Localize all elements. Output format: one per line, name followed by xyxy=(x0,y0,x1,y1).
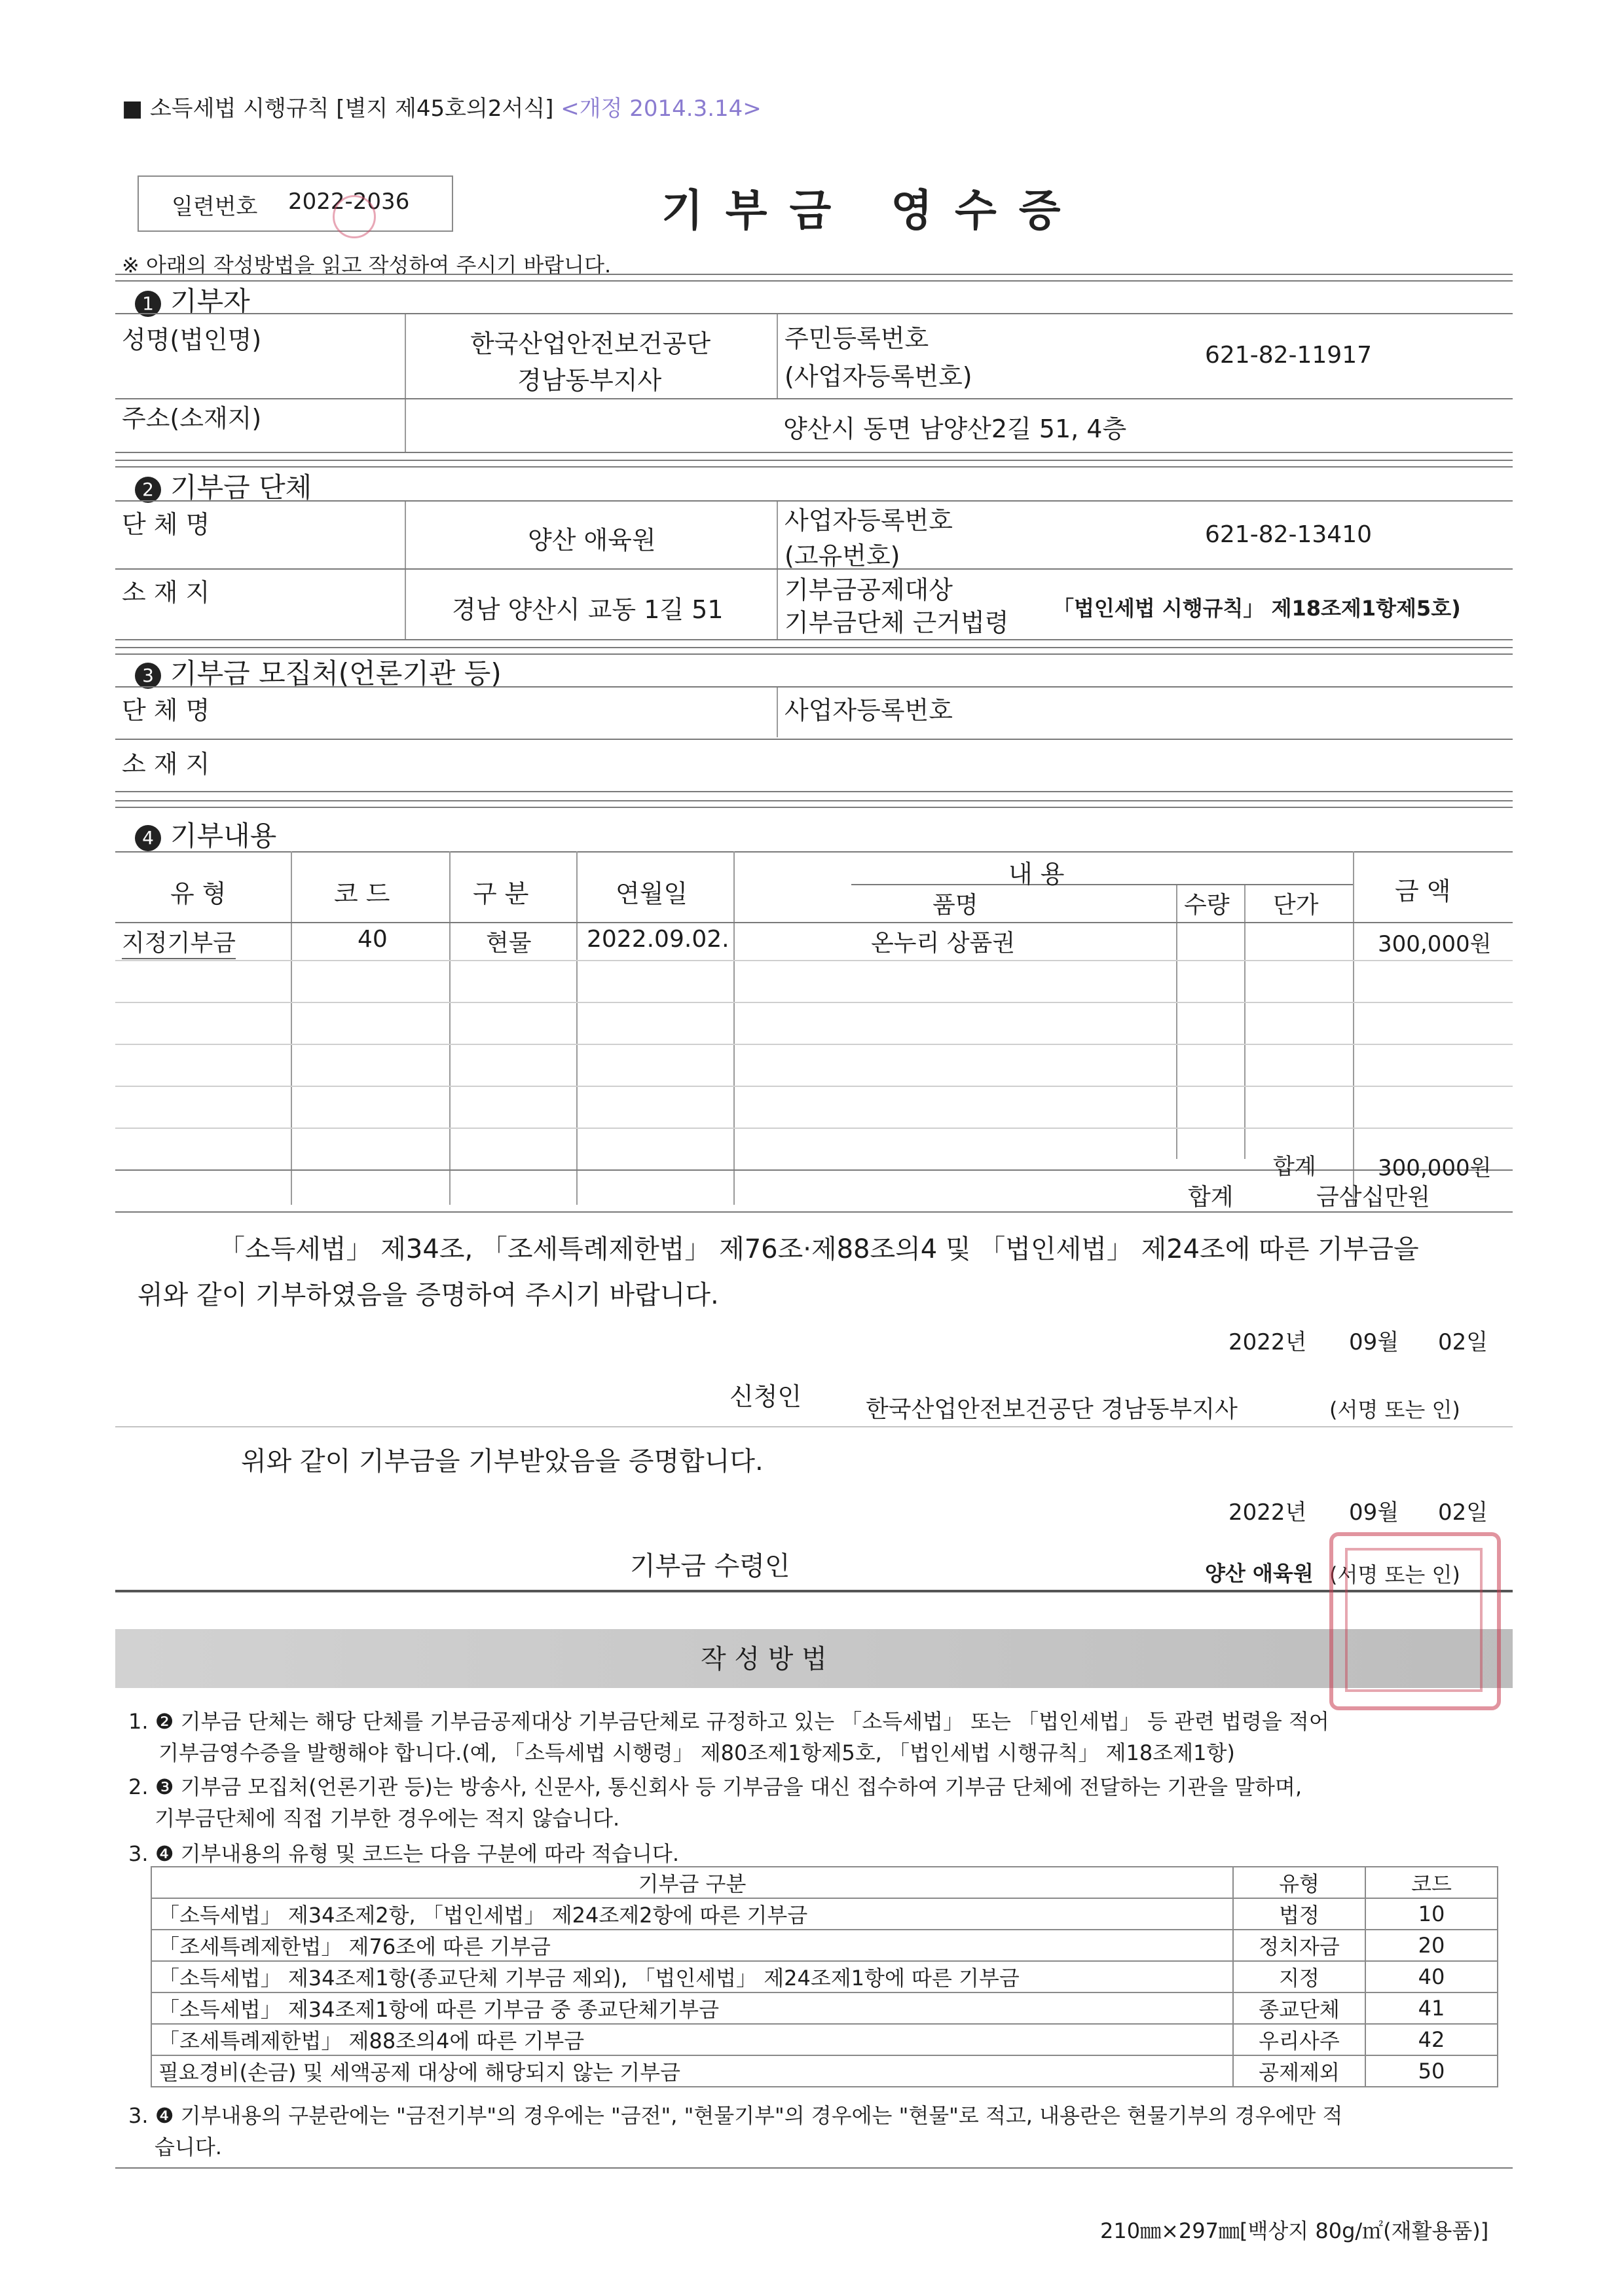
donor-id-label-1: 주민등록번호 xyxy=(784,324,929,353)
col-divider xyxy=(405,502,406,639)
org-law-label-2: 기부금단체 근거법령 xyxy=(784,608,1009,637)
table-row xyxy=(151,1961,1498,1992)
certify-text-2: 위와 같이 기부하였음을 증명하여 주시기 바랍니다. xyxy=(138,1280,719,1310)
org-name-label: 단 체 명 xyxy=(122,510,210,539)
total-korean: 금삼십만원 xyxy=(1316,1184,1430,1211)
rule xyxy=(115,639,1513,640)
table-cell-code: 41 xyxy=(1365,1992,1498,2024)
method-item2-a: 2. ❸ 기부금 모집처(언론기관 등)는 방송사, 신문사, 통신회사 등 기부금을 대신 접수하여 기부금 단체에 전달하는 기관을 말하며, xyxy=(128,1774,1302,1799)
table-row xyxy=(151,1898,1498,1930)
rule xyxy=(115,452,1513,453)
rule xyxy=(115,1426,1513,1427)
small-seal-mark xyxy=(333,195,376,238)
table-cell-category: 「소득세법」 제34조제1항에 따른 기부금 중 종교단체기부금 xyxy=(151,1992,1233,2024)
total-value: 300,000원 xyxy=(1378,1155,1492,1181)
collector-biz-label: 사업자등록번호 xyxy=(784,696,953,725)
rule xyxy=(115,1044,1513,1045)
col-divider xyxy=(291,851,292,1205)
col-date-header: 연월일 xyxy=(616,879,688,908)
donor-name-label: 성명(법인명) xyxy=(122,325,262,354)
row-amount: 300,000원 xyxy=(1378,931,1492,957)
recipient-label: 기부금 수령인 xyxy=(630,1551,790,1581)
col-divider xyxy=(777,502,778,639)
method-item4-a: 3. ❹ 기부내용의 구분란에는 "금전기부"의 경우에는 "금전", "현물기부"의 경우에는 "현물"로 적고, 내용란은 현물기부의 경우에만 적 xyxy=(128,2103,1343,2128)
table-cell-code: 10 xyxy=(1365,1898,1498,1930)
org-biz-label-2: (고유번호) xyxy=(784,542,900,570)
serial-label: 일련번호 xyxy=(172,194,258,220)
code-table xyxy=(151,1866,1498,2087)
section2-top-rule xyxy=(115,460,1513,468)
org-location-label: 소 재 지 xyxy=(122,578,210,607)
section3-number: 3 xyxy=(135,663,161,689)
rule xyxy=(115,1128,1513,1129)
table-cell-code: 20 xyxy=(1365,1930,1498,1961)
table-row xyxy=(151,1867,1498,1898)
table-row xyxy=(151,2055,1498,2087)
rule xyxy=(115,739,1513,740)
recipient-sign-note: (서명 또는 인) xyxy=(1329,1562,1460,1587)
section1-heading: 1 기부자 xyxy=(135,280,250,320)
table-row xyxy=(151,1992,1498,2024)
section2-number: 2 xyxy=(135,477,161,503)
col-class-header: 구 분 xyxy=(473,879,529,908)
applicant-label: 신청인 xyxy=(729,1382,802,1411)
section1-top-rule xyxy=(115,274,1513,282)
rule xyxy=(115,2167,1513,2169)
table-head-category: 기부금 구분 xyxy=(151,1867,1233,1898)
table-cell-type: 공제제외 xyxy=(1233,2055,1365,2087)
donor-id-label-2: (사업자등록번호) xyxy=(784,362,972,391)
table-cell-category: 「소득세법」 제34조제2항, 「법인세법」 제24조제2항에 따른 기부금 xyxy=(151,1898,1233,1930)
applicant-value: 한국산업안전보건공단 경남동부지사 xyxy=(866,1396,1238,1423)
method-item3: 3. ❹ 기부내용의 유형 및 코드는 다음 구분에 따라 적습니다. xyxy=(128,1841,680,1866)
row-item: 온누리 상품권 xyxy=(871,930,1016,957)
col-amount-header: 금 액 xyxy=(1395,877,1451,906)
rule xyxy=(115,791,1513,792)
method-heading: 작 성 방 법 xyxy=(701,1644,827,1674)
recipient-value: 양산 애육원 xyxy=(1205,1561,1314,1586)
applicant-sign-note: (서명 또는 인) xyxy=(1329,1397,1460,1422)
table-cell-type: 법정 xyxy=(1233,1898,1365,1930)
org-biz-label-1: 사업자등록번호 xyxy=(784,506,953,535)
table-head-code: 코드 xyxy=(1365,1867,1498,1898)
table-cell-category: 필요경비(손금) 및 세액공제 대상에 해당되지 않는 기부금 xyxy=(151,2055,1233,2087)
method-item1-a: 1. ❷ 기부금 단체는 해당 단체를 기부금공제대상 기부금단체로 규정하고 있는 「소득세법」 또는 「법인세법」 등 관련 법령을 적어 xyxy=(128,1709,1329,1734)
col-item-header: 품명 xyxy=(932,892,978,919)
col-divider xyxy=(405,314,406,452)
col-divider xyxy=(576,851,578,1205)
donor-address-label: 주소(소재지) xyxy=(122,404,262,433)
total-label: 합계 xyxy=(1273,1154,1316,1180)
col-content-header: 내 용 xyxy=(1008,860,1065,889)
col-price-header: 단가 xyxy=(1273,892,1319,919)
date-month: 09월 xyxy=(1349,1329,1399,1355)
col-divider xyxy=(1176,884,1177,1159)
org-law-value: 「법인세법 시행규칙」 제18조제1항제5호) xyxy=(1053,596,1461,621)
col-code-header: 코 드 xyxy=(334,879,390,908)
rule xyxy=(115,1002,1513,1003)
donor-id-value: 621-82-11917 xyxy=(1205,342,1373,369)
table-cell-type: 정치자금 xyxy=(1233,1930,1365,1961)
col-divider xyxy=(733,851,735,1205)
table-cell-category: 「소득세법」 제34조제1항(종교단체 기부금 제외), 「법인세법」 제24조제1항에 따른 기부금 xyxy=(151,1961,1233,1992)
row-date: 2022.09.02. xyxy=(587,926,729,953)
table-cell-category: 「조세특례제한법」 제76조에 따른 기부금 xyxy=(151,1930,1233,1961)
table-cell-type: 종교단체 xyxy=(1233,1992,1365,2024)
notice-text: ※ 아래의 작성방법을 읽고 작성하여 주시기 바랍니다. xyxy=(122,253,612,278)
section4-number: 4 xyxy=(135,825,161,851)
date-day-2: 02일 xyxy=(1438,1499,1488,1526)
recipient-seal-stamp xyxy=(1329,1532,1501,1710)
table-cell-code: 40 xyxy=(1365,1961,1498,1992)
donor-name-value-2: 경남동부지사 xyxy=(517,366,662,395)
table-cell-type: 지정 xyxy=(1233,1961,1365,1992)
section1-number: 1 xyxy=(135,291,161,317)
row-code: 40 xyxy=(358,926,388,953)
rule xyxy=(115,851,1513,853)
table-cell-code: 50 xyxy=(1365,2055,1498,2087)
donor-address-value: 양산시 동면 남양산2길 51, 4층 xyxy=(783,414,1127,443)
method-item1-b: 기부금영수증을 발행해야 합니다.(예, 「소득세법 시행령」 제80조제1항제5호, 「법인세법 시행규칙」 제18조제1항) xyxy=(158,1740,1235,1765)
row-class: 현물 xyxy=(486,930,532,957)
collector-location-label: 소 재 지 xyxy=(122,750,210,779)
donor-name-value-1: 한국산업안전보건공단 xyxy=(470,329,711,358)
org-biz-value: 621-82-13410 xyxy=(1205,521,1373,548)
received-text: 위와 같이 기부금을 기부받았음을 증명합니다. xyxy=(241,1446,764,1477)
table-cell-code: 42 xyxy=(1365,2024,1498,2055)
row-type: 지정기부금 xyxy=(122,925,236,959)
col-type-header: 유 형 xyxy=(170,879,227,908)
total-label-2: 합계 xyxy=(1188,1184,1234,1211)
rule xyxy=(115,313,1513,314)
page-title: 기부금 영수증 xyxy=(661,185,1083,236)
date-year: 2022년 xyxy=(1228,1329,1307,1355)
table-cell-category: 「조세특례제한법」 제88조의4에 따른 기부금 xyxy=(151,2024,1233,2055)
date-year-2: 2022년 xyxy=(1228,1499,1307,1526)
form-reference: ■ 소득세법 시행규칙 [별지 제45호의2서식] <개정 2014.3.14> xyxy=(122,96,762,122)
revision-note: <개정 2014.3.14> xyxy=(561,96,762,122)
col-divider xyxy=(777,314,778,399)
table-cell-type: 우리사주 xyxy=(1233,2024,1365,2055)
section2-heading: 2 기부금 단체 xyxy=(135,466,312,505)
col-divider xyxy=(777,688,778,737)
serial-value: 2022-2036 xyxy=(288,189,410,215)
rule xyxy=(115,960,1513,961)
rule xyxy=(115,686,1513,688)
method-item2-b: 기부금단체에 직접 기부한 경우에는 적지 않습니다. xyxy=(155,1806,620,1831)
section3-heading: 3 기부금 모집처(언론기관 등) xyxy=(135,652,502,691)
col-divider xyxy=(449,851,451,1205)
date-day: 02일 xyxy=(1438,1329,1488,1355)
table-row xyxy=(151,1930,1498,1961)
rule xyxy=(851,884,1353,885)
section4-heading: 4 기부내용 xyxy=(135,815,276,854)
org-location-value: 경남 양산시 교동 1길 51 xyxy=(452,595,724,624)
date-month-2: 09월 xyxy=(1349,1499,1399,1526)
table-row xyxy=(151,2024,1498,2055)
col-qty-header: 수량 xyxy=(1184,892,1230,919)
rule xyxy=(115,922,1513,923)
section4-top-rule xyxy=(115,800,1513,808)
col-divider xyxy=(1353,851,1354,1205)
table-head-type: 유형 xyxy=(1233,1867,1365,1898)
paper-spec-footer: 210㎜×297㎜[백상지 80g/㎡(재활용품)] xyxy=(1100,2218,1489,2243)
rule xyxy=(115,1086,1513,1087)
org-name-value: 양산 애육원 xyxy=(528,526,656,555)
method-item4-b: 습니다. xyxy=(155,2135,222,2159)
rule xyxy=(115,398,1513,399)
col-divider xyxy=(1244,884,1246,1159)
rule xyxy=(115,1590,1513,1592)
rule xyxy=(115,1211,1513,1213)
org-law-label-1: 기부금공제대상 xyxy=(784,576,953,604)
certify-text-1: 「소득세법」 제34조, 「조세특례제한법」 제76조·제88조의4 및 「법인세법」 제24조에 따른 기부금을 xyxy=(219,1234,1419,1264)
collector-name-label: 단 체 명 xyxy=(122,696,210,725)
